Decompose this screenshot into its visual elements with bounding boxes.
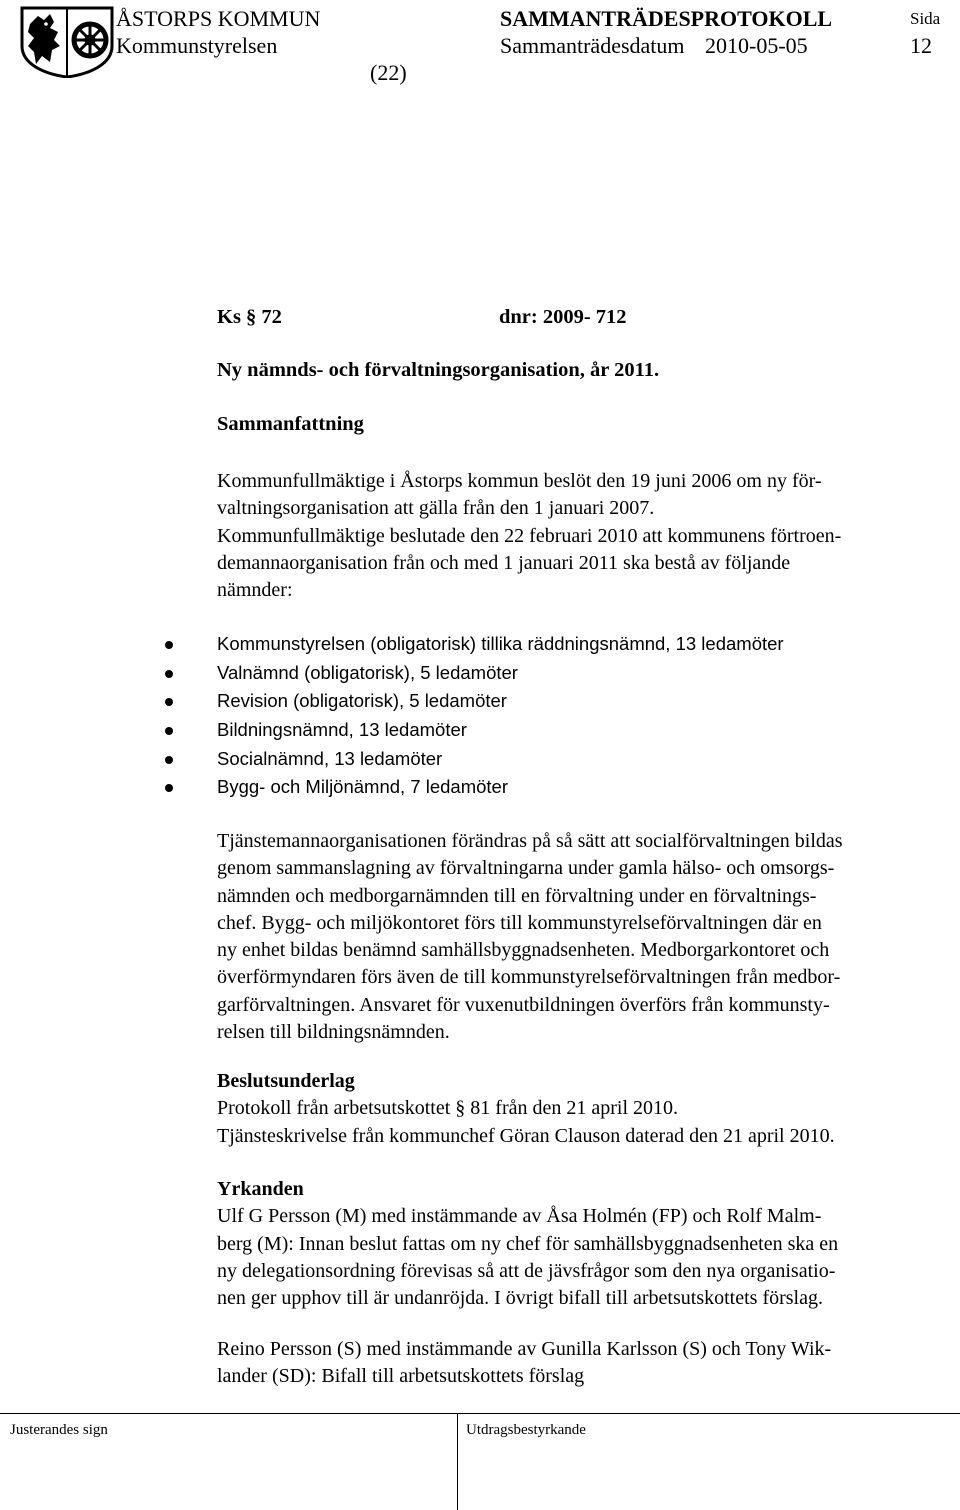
page-number: 12 (910, 33, 932, 58)
organisation-line: nämnden och medborgarnämnden till en förvaltning under en förvaltnings- (217, 884, 817, 907)
committee-item: Bildningsnämnd, 13 ledamöter (160, 716, 784, 745)
summary-line: valtningsorganisation att gälla från den 1 januari 2007. (217, 497, 655, 520)
motion-line: nen ger upphov till är undanröjda. I övrigt bifall till arbetsutskottets förslag. (217, 1287, 823, 1310)
committee-name: Kommunstyrelsen (116, 33, 278, 58)
motion-line: lander (SD): Bifall till arbetsutskottets förslag (217, 1365, 585, 1388)
summary-line: Kommunfullmäktige beslutade den 22 februari 2010 att kommunens förtroen- (217, 524, 842, 547)
summary-line: nämnder: (217, 579, 293, 602)
basis-heading: Beslutsunderlag (217, 1070, 355, 1092)
summary-line: Kommunfullmäktige i Åstorps kommun beslöt den 19 juni 2006 om ny för- (217, 470, 822, 492)
organisation-paragraph (217, 828, 947, 1046)
committee-item: Socialnämnd, 13 ledamöter (160, 745, 784, 774)
meeting-date-label: Sammanträdesdatum (500, 33, 685, 58)
municipal-crest (20, 6, 114, 78)
organisation-line: ny enhet bildas benämnd samhällsbyggnadsenheten. Medborgarkontoret och (217, 939, 830, 962)
motion-line: berg (M): Innan beslut fattas om ny chef för samhällsbyggnadsenheten ska en (217, 1232, 839, 1255)
motions-heading: Yrkanden (217, 1178, 304, 1200)
organisation-line: genom sammanslagning av förvaltningarna under gamla hälso- och omsorgs- (217, 857, 835, 880)
basis-section (217, 1068, 947, 1150)
wheel-icon (74, 24, 106, 56)
municipality-name: ÅSTORPS KOMMUN (116, 6, 321, 31)
committee-item: Bygg- och Miljönämnd, 7 ledamöter (160, 773, 784, 802)
summary-paragraph (217, 468, 947, 604)
document-type: SAMMANTRÄDESPROTOKOLL (500, 6, 833, 31)
case-title: Ny nämnds- och förvaltningsorganisation, år 2011. (217, 359, 660, 381)
motion-line: ny delegationsordning förevisas så att de jävsfrågor som den nya organisatio- (217, 1259, 836, 1282)
organisation-line: överförmyndaren förs även de till kommunstyrelseförvaltningen från medbor- (217, 966, 841, 989)
page-label: Sida (910, 9, 941, 28)
meeting-date: 2010-05-05 (705, 33, 808, 58)
signature-footer (0, 1413, 960, 1510)
summary-line: demannaorganisation från och med 1 januari 2011 ska bestå av följande (217, 551, 791, 574)
summary-heading: Sammanfattning (217, 413, 364, 435)
basis-item: Tjänsteskrivelse från kommunchef Göran Clauson daterad den 21 april 2010. (217, 1124, 835, 1147)
basis-item: Protokoll från arbetsutskottet § 81 från den 21 april 2010. (217, 1097, 679, 1120)
committee-list (160, 630, 784, 802)
footer-divider (0, 1413, 960, 1414)
organisation-line: relsen till bildningsnämnden. (217, 1021, 450, 1044)
certification-label: Utdragsbestyrkande (466, 1422, 586, 1438)
committee-item: Valnämnd (obligatorisk), 5 ledamöter (160, 659, 784, 688)
page-total: (22) (370, 60, 407, 85)
footer-column-divider (457, 1413, 458, 1510)
case-reference: Ks § 72 (217, 306, 282, 328)
motion-line: Ulf G Persson (M) med instämmande av Åsa Holmén (FP) och Rolf Malm- (217, 1205, 822, 1228)
organisation-line: Tjänstemannaorganisationen förändras på så sätt att socialförvaltningen bildas (217, 830, 843, 852)
organisation-line: chef. Bygg- och miljökontoret förs till kommunstyrelseförvaltningen där en (217, 911, 822, 934)
signature-label: Justerandes sign (10, 1422, 108, 1438)
case-dnr: dnr: 2009- 712 (499, 306, 627, 328)
organisation-line: garförvaltningen. Ansvaret för vuxenutbildningen överförs från kommunsty- (217, 993, 830, 1016)
motions-section (217, 1176, 947, 1312)
motion-line: Reino Persson (S) med instämmande av Gunilla Karlsson (S) och Tony Wik- (217, 1338, 832, 1360)
committee-item: Kommunstyrelsen (obligatorisk) tillika räddningsnämnd, 13 ledamöter (160, 630, 784, 659)
committee-item: Revision (obligatorisk), 5 ledamöter (160, 687, 784, 716)
motion-second (217, 1336, 947, 1391)
